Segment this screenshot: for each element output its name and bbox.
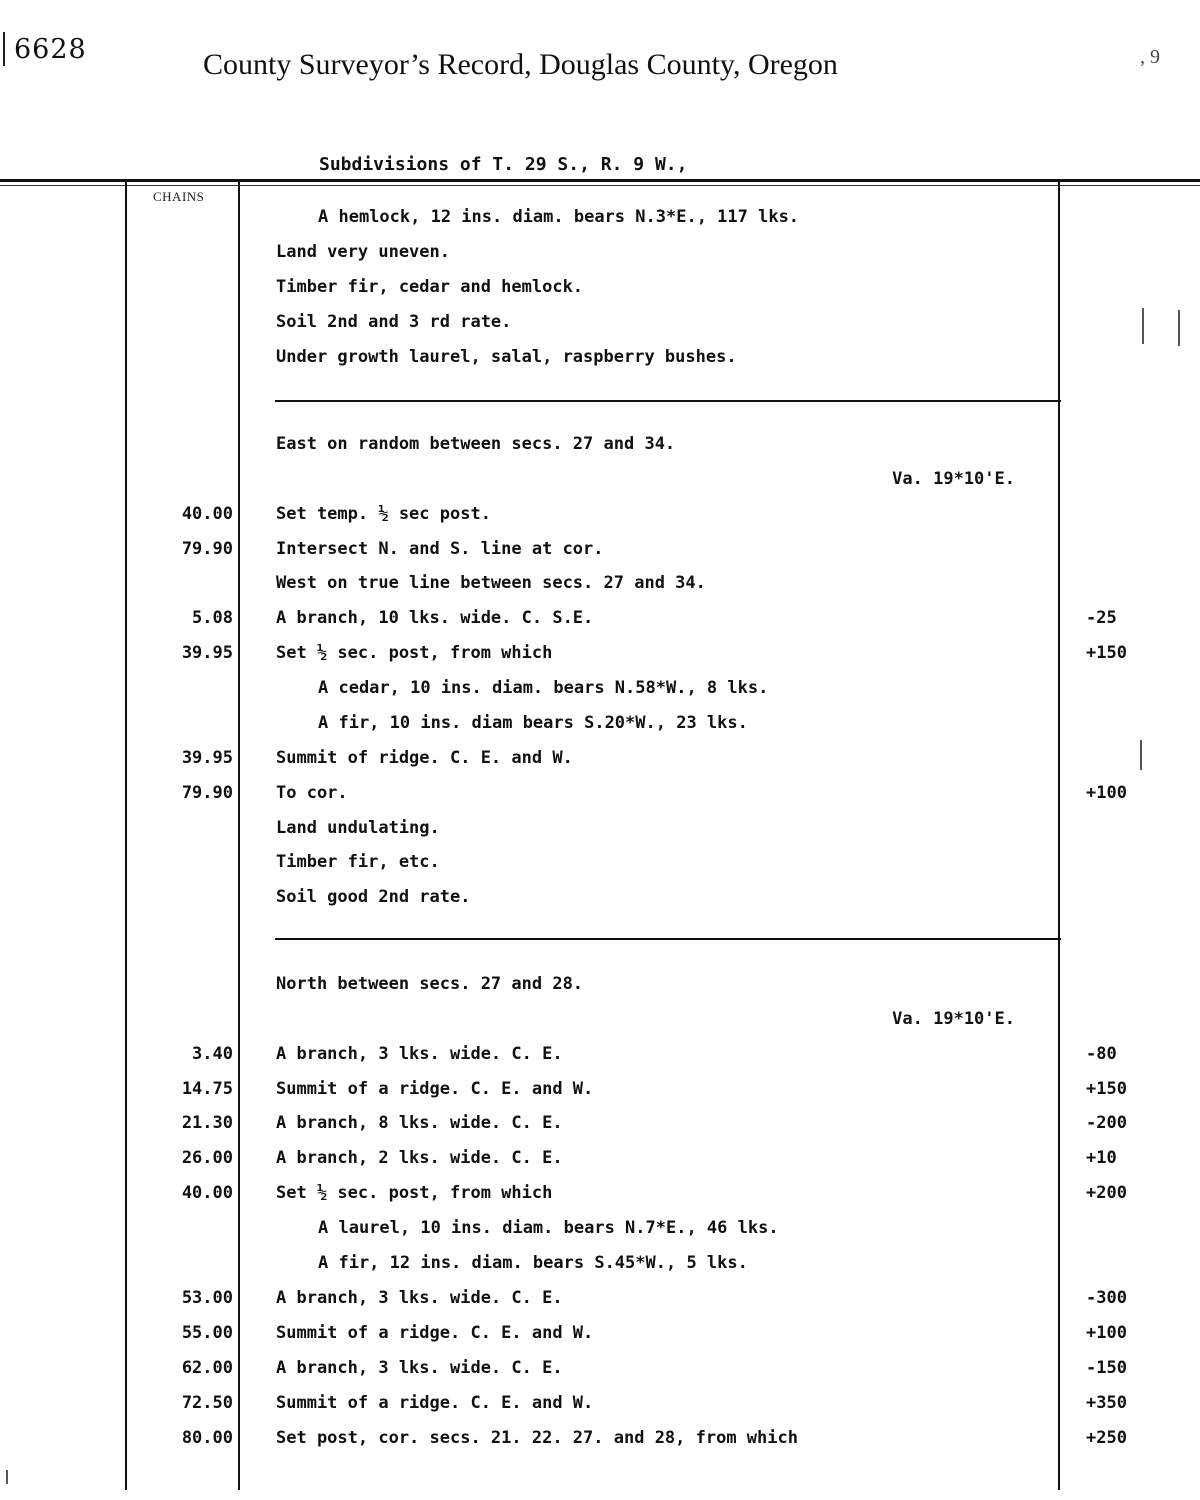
survey-row (0, 969, 1200, 999)
survey-note: To cor. (276, 783, 348, 803)
survey-row (0, 708, 1200, 738)
subdivision-title: Subdivisions of T. 29 S., R. 9 W., (319, 154, 688, 175)
survey-note: Set post, cor. secs. 21. 22. 27. and 28, from which (276, 1428, 798, 1448)
chain-distance: 79.90 (181, 539, 233, 559)
header-rule-secondary (0, 185, 1200, 186)
survey-note: A branch, 3 lks. wide. C. E. (276, 1358, 563, 1378)
chain-distance: 72.50 (181, 1393, 233, 1413)
chain-distance: 79.90 (181, 783, 233, 803)
elevation-value: +200 (1086, 1183, 1127, 1203)
survey-note: Land undulating. (276, 818, 440, 838)
survey-row (0, 499, 1200, 529)
chain-distance: 3.40 (192, 1044, 233, 1064)
survey-note: Summit of a ridge. C. E. and W. (276, 1323, 594, 1343)
chain-distance: 55.00 (181, 1323, 233, 1343)
survey-note: Under growth laurel, salal, raspberry bushes. (276, 347, 737, 367)
survey-note: Set ½ sec. post, from which (276, 643, 553, 663)
survey-note: A fir, 10 ins. diam bears S.20*W., 23 lks. (318, 713, 748, 733)
section-divider (275, 938, 1061, 940)
chain-distance: 21.30 (181, 1113, 233, 1133)
survey-note: A branch, 3 lks. wide. C. E. (276, 1288, 563, 1308)
elevation-value: -150 (1086, 1358, 1127, 1378)
survey-row (0, 1108, 1200, 1138)
survey-note: Intersect N. and S. line at cor. (276, 539, 604, 559)
survey-row (0, 202, 1200, 232)
survey-row (0, 1143, 1200, 1173)
chain-distance: 53.00 (181, 1288, 233, 1308)
survey-row (0, 272, 1200, 302)
survey-row (0, 568, 1200, 598)
elevation-value: +100 (1086, 783, 1127, 803)
scan-mark (1178, 310, 1180, 346)
survey-note: A branch, 8 lks. wide. C. E. (276, 1113, 563, 1133)
elevation-value: +100 (1086, 1323, 1127, 1343)
survey-note: North between secs. 27 and 28. (276, 974, 584, 994)
survey-note: A branch, 2 lks. wide. C. E. (276, 1148, 563, 1168)
header-rule (0, 179, 1200, 182)
survey-row (0, 1423, 1200, 1453)
record-title: County Surveyor’s Record, Douglas County, Oregon (203, 48, 838, 81)
survey-row (0, 673, 1200, 703)
survey-row (0, 534, 1200, 564)
chain-distance: 40.00 (181, 1183, 233, 1203)
survey-row (0, 1213, 1200, 1243)
survey-row (0, 813, 1200, 843)
survey-row (0, 603, 1200, 633)
survey-row (0, 237, 1200, 267)
survey-note: Summit of a ridge. C. E. and W. (276, 1393, 594, 1413)
survey-note: West on true line between secs. 27 and 34. (276, 573, 706, 593)
survey-note: A hemlock, 12 ins. diam. bears N.3*E., 117 lks. (318, 207, 800, 227)
survey-row (0, 638, 1200, 668)
chain-distance: 39.95 (181, 748, 233, 768)
survey-note: A cedar, 10 ins. diam. bears N.58*W., 8 lks. (318, 678, 769, 698)
survey-row (0, 307, 1200, 337)
elevation-value: +150 (1086, 1079, 1127, 1099)
scan-mark (1142, 308, 1144, 344)
elevation-value: -25 (1086, 608, 1117, 628)
variation-note: Va. 19*10'E. (892, 1009, 1015, 1029)
survey-row (0, 464, 1200, 494)
elevation-value: -300 (1086, 1288, 1127, 1308)
survey-row (0, 1178, 1200, 1208)
corner-mark: , 9 (1140, 46, 1160, 68)
survey-note: Soil good 2nd rate. (276, 887, 471, 907)
elevation-value: -200 (1086, 1113, 1127, 1133)
survey-note: A laurel, 10 ins. diam. bears N.7*E., 46 lks. (318, 1218, 779, 1238)
chain-distance: 80.00 (181, 1428, 233, 1448)
survey-row (0, 1039, 1200, 1069)
variation-note: Va. 19*10'E. (892, 469, 1015, 489)
survey-row (0, 778, 1200, 808)
survey-note: Summit of a ridge. C. E. and W. (276, 1079, 594, 1099)
survey-note: A fir, 12 ins. diam. bears S.45*W., 5 lks. (318, 1253, 748, 1273)
scan-mark (1140, 740, 1142, 770)
survey-row (0, 1004, 1200, 1034)
survey-row (0, 882, 1200, 912)
survey-note: Timber fir, cedar and hemlock. (276, 277, 584, 297)
survey-note: A branch, 10 lks. wide. C. S.E. (276, 608, 594, 628)
survey-row (0, 847, 1200, 877)
chain-distance: 26.00 (181, 1148, 233, 1168)
margin-bar (3, 32, 5, 66)
survey-note: Set ½ sec. post, from which (276, 1183, 553, 1203)
chain-distance: 5.08 (192, 608, 233, 628)
survey-row (0, 1283, 1200, 1313)
chain-distance: 39.95 (181, 643, 233, 663)
survey-note: Timber fir, etc. (276, 852, 440, 872)
survey-note: East on random between secs. 27 and 34. (276, 434, 676, 454)
elevation-value: +350 (1086, 1393, 1127, 1413)
chains-column-header: CHAINS (153, 189, 205, 204)
survey-row (0, 1388, 1200, 1418)
chain-distance: 62.00 (181, 1358, 233, 1378)
page-number: 6628 (14, 34, 87, 65)
survey-row (0, 1318, 1200, 1348)
elevation-value: +10 (1086, 1148, 1117, 1168)
survey-row (0, 1353, 1200, 1383)
survey-row (0, 1248, 1200, 1278)
survey-note: A branch, 3 lks. wide. C. E. (276, 1044, 563, 1064)
elevation-value: +250 (1086, 1428, 1127, 1448)
survey-note: Land very uneven. (276, 242, 450, 262)
survey-note: Summit of ridge. C. E. and W. (276, 748, 573, 768)
scan-mark (6, 1470, 8, 1484)
elevation-value: +150 (1086, 643, 1127, 663)
elevation-value: -80 (1086, 1044, 1117, 1064)
survey-row (0, 342, 1200, 372)
section-divider (275, 400, 1061, 402)
survey-note: Soil 2nd and 3 rd rate. (276, 312, 512, 332)
survey-row (0, 743, 1200, 773)
survey-note: Set temp. ½ sec post. (276, 504, 491, 524)
survey-row (0, 1074, 1200, 1104)
chain-distance: 14.75 (181, 1079, 233, 1099)
chain-distance: 40.00 (181, 504, 233, 524)
survey-row (0, 429, 1200, 459)
